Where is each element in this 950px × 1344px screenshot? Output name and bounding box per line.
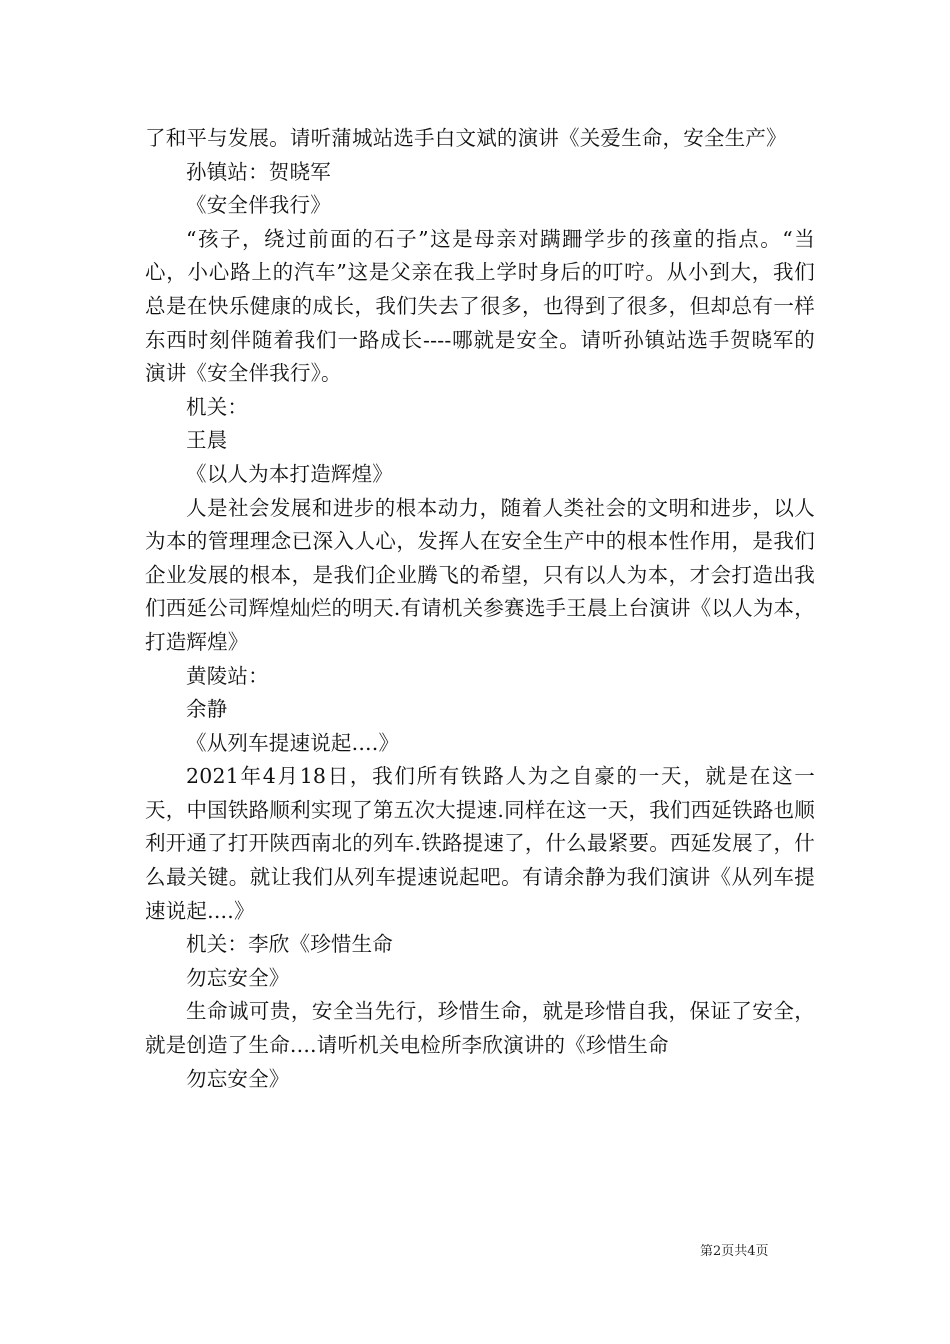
paragraph: 《安全伴我行》 [186, 193, 331, 218]
paragraph: “孩子，绕过前面的石子”这是母亲对蹒跚学步的孩童的指点。“当心，小心路上的汽车”这是父亲在我上学时身后的叮咛。从小到大，我们总是在快乐健康的成长，我们失去了很多，也得到了很多，但却总有一样东西时刻伴随着我们一路成长----哪就是安全。请听孙镇站选手贺晓军的演讲《安全伴我行》。 [145, 226, 815, 386]
paragraph: 王晨 [186, 428, 228, 453]
paragraph: 孙镇站：贺晓军 [186, 159, 331, 184]
paragraph: 余静 [186, 697, 228, 722]
paragraph: 机关： [186, 394, 249, 419]
paragraph: 勿忘安全》 [186, 965, 290, 990]
paragraph: 人是社会发展和进步的根本动力，随着人类社会的文明和进步，以人为本的管理理念已深入人心，发挥人在安全生产中的根本性作用，是我们企业发展的根本，是我们企业腾飞的希望，只有以人为本，才会打造出我们西延公司辉煌灿烂的明天.有请机关参赛选手王晨上台演讲《以人为本，打造辉煌》 [145, 495, 815, 654]
paragraph: 生命诚可贵，安全当先行，珍惜生命，就是珍惜自我，保证了安全，就是创造了生命....请听机关电检所李欣演讲的《珍惜生命 [145, 999, 815, 1058]
paragraph: 勿忘安全》 [186, 1066, 290, 1091]
paragraph: 《从列车提速说起....》 [186, 730, 400, 755]
paragraph: 黄陵站： [186, 663, 269, 688]
document-body [145, 122, 815, 1096]
paragraph: 《以人为本打造辉煌》 [186, 461, 393, 486]
paragraph: 2021年4月18日，我们所有铁路人为之自豪的一天，就是在这一天，中国铁路顺利实现了第五次大提速.同样在这一天，我们西延铁路也顺利开通了打开陕西南北的列车.铁路提速了，什么最紧要。西延发展了，什么最关键。就让我们从列车提速说起吧。有请余静为我们演讲《从列车提速说起....》 [145, 764, 815, 923]
page-number: 第2页共4页 [700, 1244, 769, 1259]
paragraph: 机关：李欣《珍惜生命 [186, 932, 393, 957]
paragraph: 了和平与发展。请听蒲城站选手白文斌的演讲《关爱生命，安全生产》 [145, 126, 787, 150]
